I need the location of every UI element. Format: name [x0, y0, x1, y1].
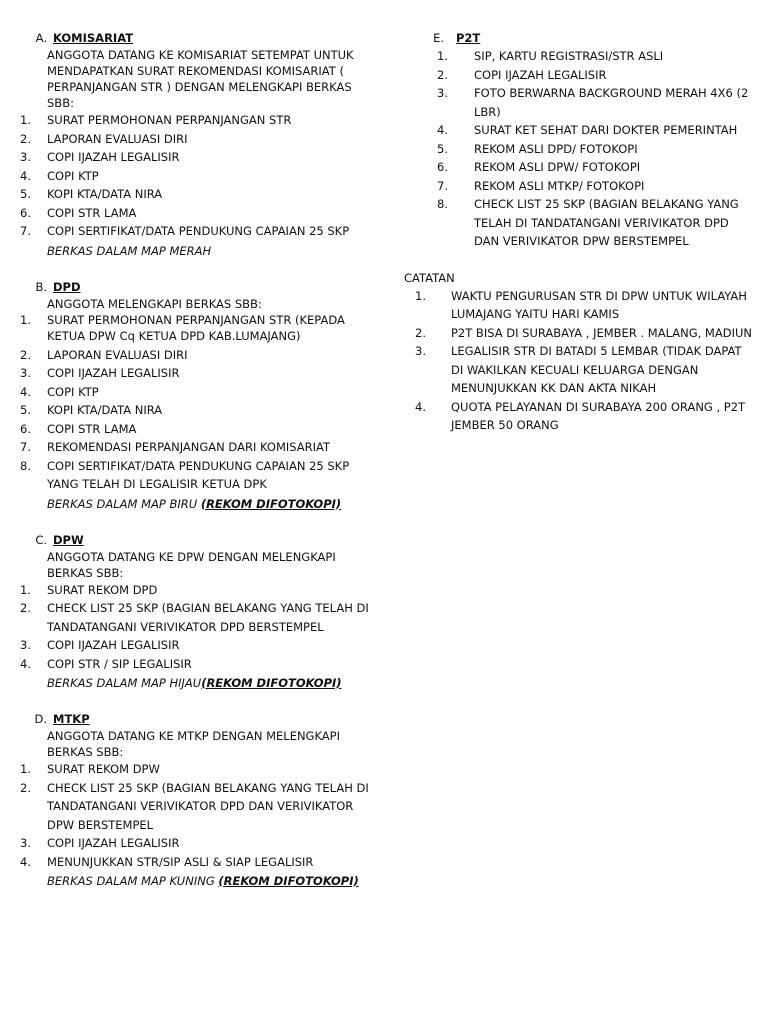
note-text: BERKAS DALAM MAP HIJAU — [47, 676, 202, 690]
note-emphasis: (REKOM DIFOTOKOPI) — [218, 874, 359, 888]
requirements-list — [20, 760, 380, 871]
section-letter: C. — [35, 532, 47, 547]
item-number: 7. — [437, 178, 448, 193]
list-item — [20, 655, 380, 674]
item-text: CHECK LIST 25 SKP (BAGIAN BELAKANG YANG TELAH DI TANDATANGANI VERIVIKATOR DPD DAN VERIVIKATOR DPW BERSTEMPEL — [47, 780, 369, 832]
item-number: 4. — [437, 123, 448, 137]
right-column — [404, 30, 754, 453]
list-item — [404, 342, 754, 398]
item-text: QUOTA PELAYANAN DI SURABAYA 200 ORANG , P2T JEMBER 50 ORANG — [451, 399, 746, 432]
list-item — [404, 398, 754, 435]
item-text: COPI SERTIFIKAT/DATA PENDUKUNG CAPAIAN 25 SKP YANG TELAH DI LEGALISIR KETUA DPK — [47, 458, 350, 491]
section-title: MTKP — [53, 712, 90, 726]
list-item — [20, 364, 380, 383]
list-item — [404, 47, 754, 66]
note-text: BERKAS DALAM MAP BIRU — [47, 496, 201, 511]
item-text: SIP, KARTU REGISTRASI/STR ASLI — [474, 49, 664, 63]
list-item — [404, 195, 754, 251]
section-heading — [20, 532, 380, 549]
item-number: 6. — [20, 205, 31, 220]
item-number: 3. — [20, 836, 31, 850]
notes-list — [404, 287, 754, 435]
item-text: LAPORAN EVALUASI DIRI — [47, 131, 188, 146]
list-item — [20, 111, 380, 130]
item-text: CHECK LIST 25 SKP (BAGIAN BELAKANG YANG TELAH DI TANDATANGANI VERIVIKATOR DPD BERSTEMPEL — [47, 601, 369, 634]
note-text: BERKAS DALAM MAP MERAH — [47, 243, 212, 258]
section-p2t — [404, 30, 754, 251]
list-item — [404, 84, 754, 121]
item-number: 4. — [415, 399, 426, 414]
list-item — [20, 581, 380, 600]
left-column — [20, 30, 380, 909]
item-text: MENUNJUKKAN STR/SIP ASLI & SIAP LEGALISIR — [47, 854, 314, 869]
item-text: REKOMENDASI PERPANJANGAN DARI KOMISARIAT — [47, 440, 331, 454]
list-item — [404, 140, 754, 159]
section-letter: D. — [34, 712, 47, 726]
item-number: 3. — [20, 366, 31, 380]
item-text: COPI IJAZAH LEGALISIR — [47, 638, 180, 652]
section-heading — [404, 30, 754, 47]
item-text: COPI SERTIFIKAT/DATA PENDUKUNG CAPAIAN 25 SKP — [47, 224, 350, 238]
item-text: COPI STR LAMA — [47, 205, 137, 220]
section-dpd — [20, 279, 380, 514]
list-item — [20, 185, 380, 204]
item-number: 5. — [20, 403, 31, 417]
item-number: 3. — [20, 638, 31, 652]
item-number: 4. — [20, 656, 31, 671]
list-item — [20, 457, 380, 494]
section-dpw — [20, 532, 380, 694]
item-number: 2. — [415, 325, 426, 340]
list-item — [20, 401, 380, 420]
item-text: KOPI KTA/DATA NIRA — [47, 187, 163, 201]
item-text: COPI IJAZAH LEGALISIR — [474, 67, 607, 82]
item-number: 1. — [20, 312, 31, 327]
section-letter: E. — [433, 31, 444, 45]
item-number: 2. — [20, 131, 31, 146]
section-letter: A. — [35, 31, 47, 45]
item-number: 1. — [20, 762, 31, 776]
item-text: COPI STR / SIP LEGALISIR — [47, 656, 192, 671]
item-text: SURAT PERMOHONAN PERPANJANGAN STR (KEPADA KETUA DPW Cq KETUA DPD KAB.LUMAJANG) — [47, 312, 345, 343]
section-heading — [20, 279, 380, 296]
section-intro: ANGGOTA MELENGKAPI BERKAS SBB: — [47, 296, 262, 311]
item-text: FOTO BERWARNA BACKGROUND MERAH 4X6 (2 LBR) — [474, 86, 749, 119]
list-item — [404, 158, 754, 177]
item-text: COPI KTP — [47, 384, 99, 399]
requirements-list — [20, 111, 380, 241]
item-text: REKOM ASLI MTKP/ FOTOKOPI — [474, 178, 645, 193]
list-item — [20, 599, 380, 636]
item-text: LEGALISIR STR DI BATADI 5 LEMBAR (TIDAK DAPAT DI WAKILKAN KECUALI KELUARGA DENGAN MENUNJUKKAN KK DAN AKTA NIKAH — [451, 344, 742, 395]
section-title: P2T — [456, 31, 481, 45]
folder-note — [47, 241, 380, 261]
list-item — [20, 130, 380, 149]
item-text: REKOM ASLI DPW/ FOTOKOPI — [474, 160, 641, 174]
section-intro: ANGGOTA DATANG KE KOMISARIAT SETEMPAT UNTUK MENDAPATKAN SURAT REKOMENDASI KOMISARIAT ( PERPANJANGAN STR ) DENGAN MELENGKAPI BERKAS SBB: — [47, 48, 354, 110]
section-intro: ANGGOTA DATANG KE MTKP DENGAN MELENGKAPI BERKAS SBB: — [47, 729, 341, 759]
note-emphasis: (REKOM DIFOTOKOPI) — [200, 496, 342, 511]
item-number: 8. — [437, 197, 448, 211]
note-text: BERKAS DALAM MAP KUNING — [47, 874, 219, 888]
item-text: COPI STR LAMA — [47, 421, 137, 436]
item-number: 6. — [20, 421, 31, 436]
section-letter: B. — [35, 279, 47, 294]
list-item — [20, 779, 380, 835]
list-item — [20, 760, 380, 779]
list-item — [20, 834, 380, 853]
item-number: 2. — [20, 347, 31, 362]
item-text: REKOM ASLI DPD/ FOTOKOPI — [474, 141, 638, 156]
catatan-title: CATATAN — [404, 270, 455, 285]
list-item — [20, 312, 380, 346]
item-number: 1. — [437, 49, 448, 63]
item-text: LAPORAN EVALUASI DIRI — [47, 347, 188, 362]
item-number: 1. — [20, 582, 31, 597]
section-title: DPW — [53, 532, 84, 547]
list-item — [20, 853, 380, 872]
item-number: 6. — [437, 160, 448, 174]
requirements-list — [404, 47, 754, 251]
list-item — [20, 222, 380, 241]
list-item — [404, 177, 754, 196]
section-heading — [20, 30, 380, 47]
list-item — [20, 383, 380, 402]
item-number: 4. — [20, 384, 31, 399]
item-number: 2. — [20, 780, 31, 795]
list-item — [20, 420, 380, 439]
list-item — [404, 121, 754, 140]
requirements-list — [20, 581, 380, 674]
section-catatan — [404, 269, 754, 435]
item-number: 2. — [437, 67, 448, 82]
section-intro: ANGGOTA DATANG KE DPW DENGAN MELENGKAPI BERKAS SBB: — [47, 549, 336, 580]
list-item — [20, 167, 380, 186]
list-item — [20, 204, 380, 223]
list-item — [404, 66, 754, 85]
item-text: SURAT REKOM DPW — [47, 762, 160, 776]
item-number: 7. — [20, 224, 31, 238]
list-item — [404, 287, 754, 324]
item-number: 4. — [20, 168, 31, 183]
item-text: P2T BISA DI SURABAYA , JEMBER . MALANG, MADIUN — [451, 325, 752, 340]
item-number: 8. — [20, 458, 31, 473]
item-text: COPI IJAZAH LEGALISIR — [47, 836, 180, 850]
item-number: 1. — [415, 288, 426, 303]
folder-note — [47, 673, 380, 693]
item-text: COPI IJAZAH LEGALISIR — [47, 150, 180, 164]
section-mtkp — [20, 711, 380, 891]
item-number: 3. — [437, 86, 448, 100]
requirements-list — [20, 312, 380, 494]
item-text: COPI IJAZAH LEGALISIR — [47, 366, 180, 380]
item-number: 2. — [20, 601, 31, 615]
list-item — [20, 346, 380, 365]
item-text: CHECK LIST 25 SKP (BAGIAN BELAKANG YANG TELAH DI TANDATANGANI VERIVIKATOR DPD DAN VERIVIKATOR DPW BERSTEMPEL — [474, 197, 739, 248]
item-text: KOPI KTA/DATA NIRA — [47, 403, 163, 417]
item-number: 1. — [20, 113, 31, 127]
item-text: COPI KTP — [47, 168, 99, 183]
item-number: 3. — [415, 344, 426, 358]
item-text: SURAT PERMOHONAN PERPANJANGAN STR — [47, 113, 292, 127]
list-item — [20, 438, 380, 457]
section-komisariat — [20, 30, 380, 261]
item-number: 4. — [20, 854, 31, 869]
list-item — [20, 148, 380, 167]
list-item — [404, 324, 754, 343]
item-number: 7. — [20, 440, 31, 454]
note-emphasis: (REKOM DIFOTOKOPI) — [201, 676, 342, 690]
section-title: DPD — [53, 279, 81, 294]
item-text: WAKTU PENGURUSAN STR DI DPW UNTUK WILAYAH LUMAJANG YAITU HARI KAMIS — [451, 288, 747, 321]
item-number: 5. — [20, 187, 31, 201]
section-heading — [20, 711, 380, 728]
section-title: KOMISARIAT — [53, 31, 134, 45]
item-text: SURAT KET SEHAT DARI DOKTER PEMERINTAH — [474, 123, 738, 137]
list-item — [20, 636, 380, 655]
item-number: 3. — [20, 150, 31, 164]
folder-note — [47, 494, 380, 514]
item-text: SURAT REKOM DPD — [47, 582, 158, 597]
item-number: 5. — [437, 141, 448, 156]
folder-note — [47, 871, 380, 891]
